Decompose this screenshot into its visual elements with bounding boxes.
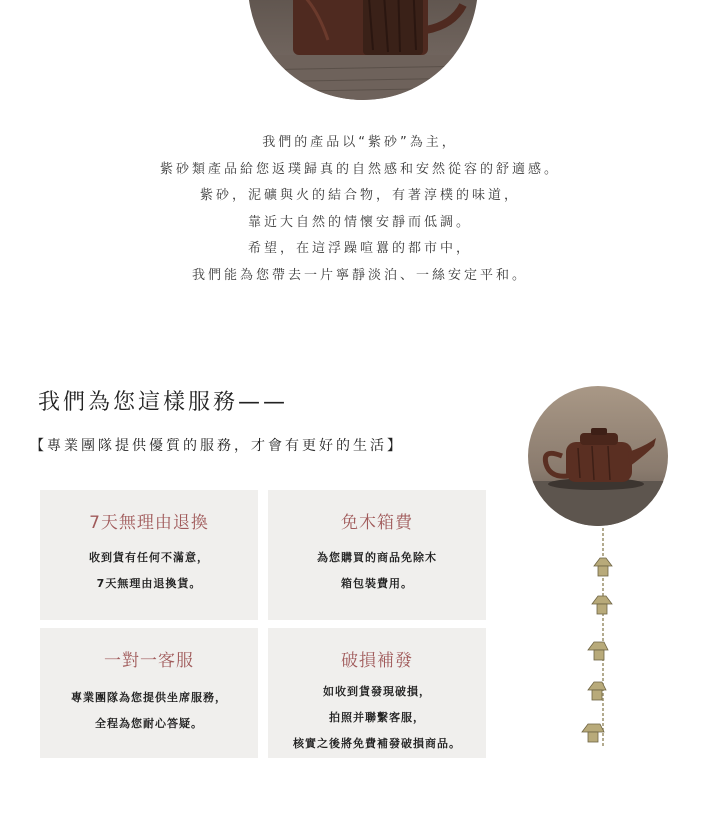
service-card-text: 為您購買的商品免除木 (317, 551, 437, 564)
service-card-title: 一對一客服 (104, 651, 194, 671)
service-card-text: 7天無理由退換貨。 (96, 577, 202, 590)
service-card-text: 如收到貨發現破損， (323, 685, 431, 698)
service-card-free-box (268, 490, 486, 620)
intro-line: 紫砂，泥礦與火的結合物，有著淳樸的味道， (199, 188, 520, 203)
service-subtitle: 【專業團隊提供優質的服務，才會有更好的生活】 (30, 438, 404, 454)
service-card-return (40, 490, 258, 620)
teapot-image (528, 386, 668, 526)
service-grid (40, 490, 486, 760)
service-card-title: 7天無理由退換 (89, 513, 209, 533)
pendant-icon (582, 558, 612, 742)
service-card-title: 免木箱費 (341, 513, 413, 533)
service-card-damage-reissue (268, 628, 486, 758)
teapot-image (248, 0, 478, 100)
service-card-text: 拍照并聯繫客服， (329, 711, 425, 724)
service-card-customer-service (40, 628, 258, 758)
service-card-title: 破損補發 (341, 651, 413, 671)
intro-text (0, 130, 720, 289)
service-card-text: 全程為您耐心答疑。 (95, 717, 203, 730)
service-title: 我們為您這樣服務—— (38, 390, 289, 415)
service-card-text: 核實之後將免費補發破損商品。 (293, 737, 461, 750)
intro-line: 希望，在這浮躁喧囂的都市中， (247, 241, 472, 256)
service-card-text: 收到貨有任何不滿意， (89, 551, 209, 564)
intro-line: 紫砂類產品給您返璞歸真的自然感和安然從容的舒適感。 (159, 161, 560, 177)
service-card-text: 專業團隊為您提供坐席服務， (71, 691, 227, 704)
intro-line: 我們能為您帶去一片寧靜淡泊、一絲安定平和。 (191, 267, 528, 283)
intro-line: 我們的產品以“紫砂”為主， (262, 135, 458, 150)
intro-line: 靠近大自然的情懷安靜而低調。 (247, 214, 472, 230)
teapot-photo-side (528, 386, 668, 526)
service-card-text: 箱包裝費用。 (341, 577, 413, 590)
teapot-photo-top (248, 0, 478, 100)
hanging-chain-decoration (570, 528, 630, 753)
